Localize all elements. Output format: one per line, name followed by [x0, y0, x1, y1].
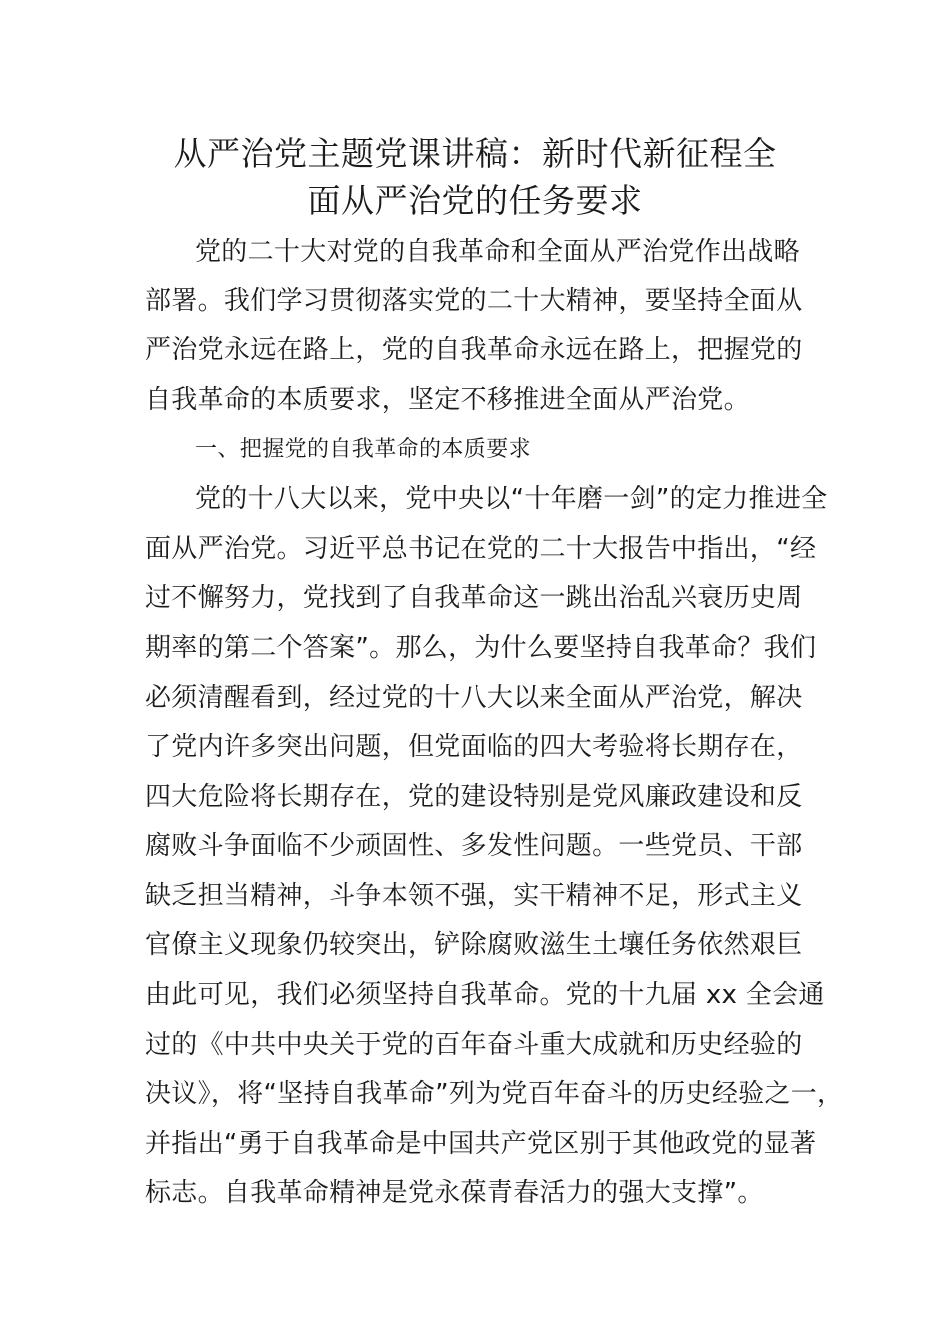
- paragraph-2-line: 腐败斗争面临不少顽固性、多发性问题。一些党员、干部: [145, 831, 803, 861]
- paragraph-2-line: 标志。自我革命精神是党永葆青春活力的强大支撑”。: [145, 1178, 764, 1208]
- paragraph-2-line: 缺乏担当精神，斗争本领不强，实干精神不足，形式主义: [145, 881, 803, 911]
- paragraph-1-line: 自我革命的本质要求，坚定不移推进全面从严治党。: [145, 385, 750, 415]
- paragraph-2-line: 并指出“勇于自我革命是中国共产党区别于其他政党的显著: [145, 1129, 817, 1159]
- paragraph-2-line: 面从严治党。习近平总书记在党的二十大报告中指出，“经: [145, 534, 817, 564]
- paragraph-2-line: 四大危险将长期存在，党的建设特别是党风廉政建设和反: [145, 782, 803, 812]
- document-title-line-2: 面从严治党的任务要求: [307, 181, 643, 220]
- paragraph-2-line: 官僚主义现象仍较突出，铲除腐败滋生土壤任务依然艰巨: [145, 930, 803, 960]
- paragraph-2-line: 由此可见，我们必须坚持自我革命。党的十九届 xx 全会通: [145, 980, 825, 1010]
- paragraph-2-line: 了党内许多突出问题，但党面临的四大考验将长期存在，: [145, 732, 803, 762]
- paragraph-2-line: 必须清醒看到，经过党的十八大以来全面从严治党，解决: [145, 683, 803, 713]
- paragraph-2-line: 党的十八大以来，党中央以“十年磨一剑”的定力推进全: [195, 484, 828, 514]
- paragraph-2-line: 过的《中共中央关于党的百年奋斗重大成就和历史经验的: [145, 1030, 803, 1060]
- paragraph-1-line: 党的二十大对党的自我革命和全面从严治党作出战略: [195, 237, 800, 267]
- document-title-line-1: 从严治党主题党课讲稿：新时代新征程全: [173, 134, 777, 173]
- section-heading: 一、把握党的自我革命的本质要求: [195, 437, 532, 462]
- paragraph-2-line: 决议》，将“坚持自我革命”列为党百年奋斗的历史经验之一，: [145, 1079, 844, 1109]
- paragraph-1-line: 部署。我们学习贯彻落实党的二十大精神，要坚持全面从: [145, 286, 803, 316]
- paragraph-2-line: 期率的第二个答案”。那么，为什么要坚持自我革命？我们: [145, 633, 817, 663]
- paragraph-1-line: 严治党永远在路上，党的自我革命永远在路上，把握党的: [145, 335, 803, 365]
- paragraph-2-line: 过不懈努力，党找到了自我革命这一跳出治乱兴衰历史周: [145, 583, 803, 613]
